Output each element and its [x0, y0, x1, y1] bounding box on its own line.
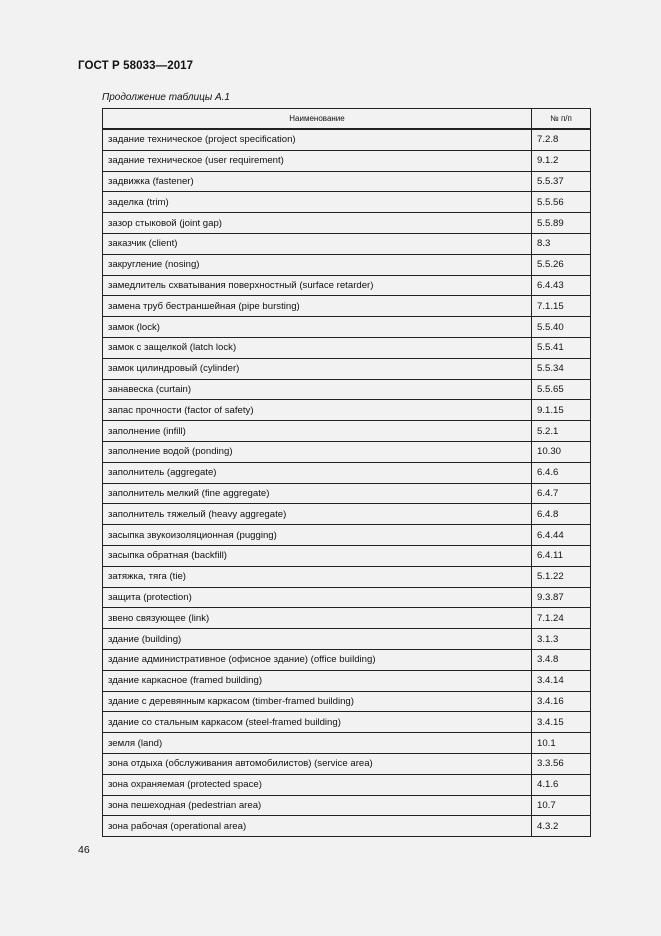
term-name-cell: замок (lock) [103, 317, 532, 338]
table-row [103, 483, 591, 504]
term-name-cell: здание (building) [103, 629, 532, 650]
term-name-cell: заполнитель (aggregate) [103, 462, 532, 483]
term-name-cell: замедлитель схватывания поверхностный (surface retarder) [103, 275, 532, 296]
table-row [103, 441, 591, 462]
term-name-cell: закругление (nosing) [103, 254, 532, 275]
table-row [103, 753, 591, 774]
term-number-cell: 5.5.34 [532, 358, 591, 379]
term-name-cell: заделка (trim) [103, 192, 532, 213]
table-row [103, 608, 591, 629]
term-number-cell: 5.5.41 [532, 337, 591, 358]
table-row [103, 712, 591, 733]
table-row [103, 358, 591, 379]
term-number-cell: 6.4.6 [532, 462, 591, 483]
term-number-cell: 3.3.56 [532, 753, 591, 774]
term-name-cell: задвижка (fastener) [103, 171, 532, 192]
term-name-cell: здание каркасное (framed building) [103, 670, 532, 691]
term-name-cell: зазор стыковой (joint gap) [103, 213, 532, 234]
table-row [103, 587, 591, 608]
table-row [103, 317, 591, 338]
term-name-cell: земля (land) [103, 733, 532, 754]
term-name-cell: замок с защелкой (latch lock) [103, 337, 532, 358]
term-name-cell: зона охраняемая (protected space) [103, 774, 532, 795]
term-name-cell: заполнитель тяжелый (heavy aggregate) [103, 504, 532, 525]
term-number-cell: 6.4.44 [532, 525, 591, 546]
column-header-number: № п/п [532, 109, 591, 130]
table-row [103, 525, 591, 546]
term-number-cell: 5.2.1 [532, 421, 591, 442]
term-number-cell: 9.1.15 [532, 400, 591, 421]
term-number-cell: 5.1.22 [532, 566, 591, 587]
terms-table [102, 108, 591, 837]
term-number-cell: 6.4.43 [532, 275, 591, 296]
table-row [103, 337, 591, 358]
term-name-cell: засыпка обратная (backfill) [103, 545, 532, 566]
term-name-cell: заполнитель мелкий (fine aggregate) [103, 483, 532, 504]
term-number-cell: 6.4.7 [532, 483, 591, 504]
term-name-cell: заполнение водой (ponding) [103, 441, 532, 462]
table-body [103, 129, 591, 837]
page-number: 46 [78, 844, 90, 856]
table-row [103, 254, 591, 275]
term-number-cell: 10.30 [532, 441, 591, 462]
term-name-cell: занавеска (curtain) [103, 379, 532, 400]
table-row [103, 379, 591, 400]
table-row [103, 774, 591, 795]
term-number-cell: 5.5.26 [532, 254, 591, 275]
term-number-cell: 10.7 [532, 795, 591, 816]
term-number-cell: 3.4.16 [532, 691, 591, 712]
table-header-row [103, 109, 591, 130]
table-row [103, 150, 591, 171]
table-row [103, 400, 591, 421]
table-row [103, 421, 591, 442]
table-row [103, 129, 591, 150]
table-row [103, 504, 591, 525]
column-header-name: Наименование [103, 109, 532, 130]
term-name-cell: задание техническое (project specification) [103, 129, 532, 150]
term-name-cell: задание техническое (user requirement) [103, 150, 532, 171]
table-row [103, 192, 591, 213]
table-caption: Продолжение таблицы А.1 [102, 92, 230, 103]
term-number-cell: 9.1.2 [532, 150, 591, 171]
term-number-cell: 5.5.37 [532, 171, 591, 192]
term-number-cell: 4.3.2 [532, 816, 591, 837]
table-row [103, 545, 591, 566]
term-number-cell: 8.3 [532, 233, 591, 254]
term-number-cell: 5.5.56 [532, 192, 591, 213]
term-name-cell: зона рабочая (operational area) [103, 816, 532, 837]
table-row [103, 213, 591, 234]
term-name-cell: замена труб бестраншейная (pipe bursting) [103, 296, 532, 317]
table-row [103, 816, 591, 837]
table-row [103, 670, 591, 691]
term-number-cell: 7.1.15 [532, 296, 591, 317]
term-name-cell: звено связующее (link) [103, 608, 532, 629]
term-number-cell: 6.4.8 [532, 504, 591, 525]
table-row [103, 733, 591, 754]
term-number-cell: 7.1.24 [532, 608, 591, 629]
term-name-cell: замок цилиндровый (cylinder) [103, 358, 532, 379]
table-row [103, 275, 591, 296]
term-number-cell: 3.4.8 [532, 649, 591, 670]
term-name-cell: заказчик (client) [103, 233, 532, 254]
term-number-cell: 7.2.8 [532, 129, 591, 150]
term-name-cell: зона отдыха (обслуживания автомобилистов) (service area) [103, 753, 532, 774]
term-number-cell: 3.4.14 [532, 670, 591, 691]
term-name-cell: запас прочности (factor of safety) [103, 400, 532, 421]
term-number-cell: 10.1 [532, 733, 591, 754]
term-name-cell: затяжка, тяга (tie) [103, 566, 532, 587]
table-row [103, 629, 591, 650]
term-name-cell: здание со стальным каркасом (steel-framed building) [103, 712, 532, 733]
term-number-cell: 5.5.89 [532, 213, 591, 234]
term-name-cell: зона пешеходная (pedestrian area) [103, 795, 532, 816]
table-row [103, 691, 591, 712]
table-row [103, 296, 591, 317]
table-row [103, 649, 591, 670]
term-number-cell: 3.1.3 [532, 629, 591, 650]
term-number-cell: 3.4.15 [532, 712, 591, 733]
table-row [103, 462, 591, 483]
term-name-cell: заполнение (infill) [103, 421, 532, 442]
table-row [103, 795, 591, 816]
term-name-cell: здание с деревянным каркасом (timber-framed building) [103, 691, 532, 712]
term-number-cell: 9.3.87 [532, 587, 591, 608]
term-name-cell: защита (protection) [103, 587, 532, 608]
page-header: ГОСТ Р 58033—2017 [78, 60, 194, 72]
term-number-cell: 5.5.40 [532, 317, 591, 338]
term-number-cell: 6.4.11 [532, 545, 591, 566]
term-number-cell: 4.1.6 [532, 774, 591, 795]
term-name-cell: здание административное (офисное здание) (office building) [103, 649, 532, 670]
term-name-cell: засыпка звукоизоляционная (pugging) [103, 525, 532, 546]
table-row [103, 233, 591, 254]
table-row [103, 566, 591, 587]
term-number-cell: 5.5.65 [532, 379, 591, 400]
table-row [103, 171, 591, 192]
